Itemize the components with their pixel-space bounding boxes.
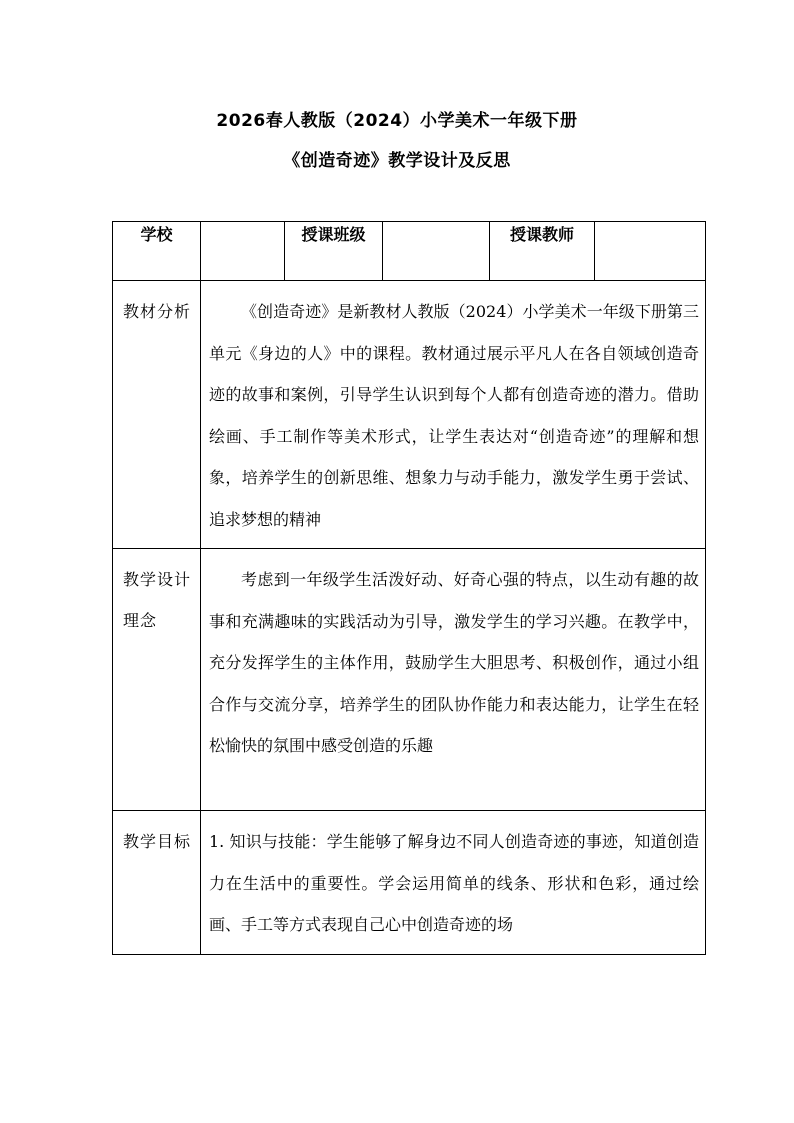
document-subtitle: 《创造奇迹》教学设计及反思 (283, 151, 511, 171)
class-value (383, 222, 490, 281)
teacher-label: 授课教师 (490, 222, 595, 281)
row-label-design-concept: 教学设计理念 (113, 549, 201, 811)
document-title: 2026春人教版（2024）小学美术一年级下册 (216, 111, 578, 131)
class-label: 授课班级 (285, 222, 383, 281)
school-label: 学校 (113, 222, 201, 281)
school-value (201, 222, 285, 281)
row-content-teaching-goals: 1. 知识与技能：学生能够了解身边不同人创造奇迹的事迹，知道创造力在生活中的重要性。学会运用简单的线条、形状和色彩，通过绘画、手工等方式表现自己心中创造奇迹的场 (201, 811, 706, 955)
row-content-design-concept: 考虑到一年级学生活泼好动、好奇心强的特点，以生动有趣的故事和充满趣味的实践活动为引导，激发学生的学习兴趣。在教学中，充分发挥学生的主体作用，鼓励学生大胆思考、积极创作，通过小组合作与交流分享，培养学生的团队协作能力和表达能力，让学生在轻松愉快的氛围中感受创造的乐趣 (201, 549, 706, 811)
table-row (113, 549, 706, 811)
row-content-material-analysis: 《创造奇迹》是新教材人教版（2024）小学美术一年级下册第三单元《身边的人》中的课程。教材通过展示平凡人在各自领域创造奇迹的故事和案例，引导学生认识到每个人都有创造奇迹的潜力。借助绘画、手工制作等美术形式，让学生表达对“创造奇迹”的理解和想象，培养学生的创新思维、想象力与动手能力，激发学生勇于尝试、追求梦想的精神 (201, 281, 706, 549)
teacher-value (595, 222, 706, 281)
header-row (113, 222, 706, 281)
table-row (113, 281, 706, 549)
table-row (113, 811, 706, 955)
row-label-material-analysis: 教材分析 (113, 281, 201, 549)
lesson-plan-table (112, 221, 706, 955)
row-label-teaching-goals: 教学目标 (113, 811, 201, 955)
